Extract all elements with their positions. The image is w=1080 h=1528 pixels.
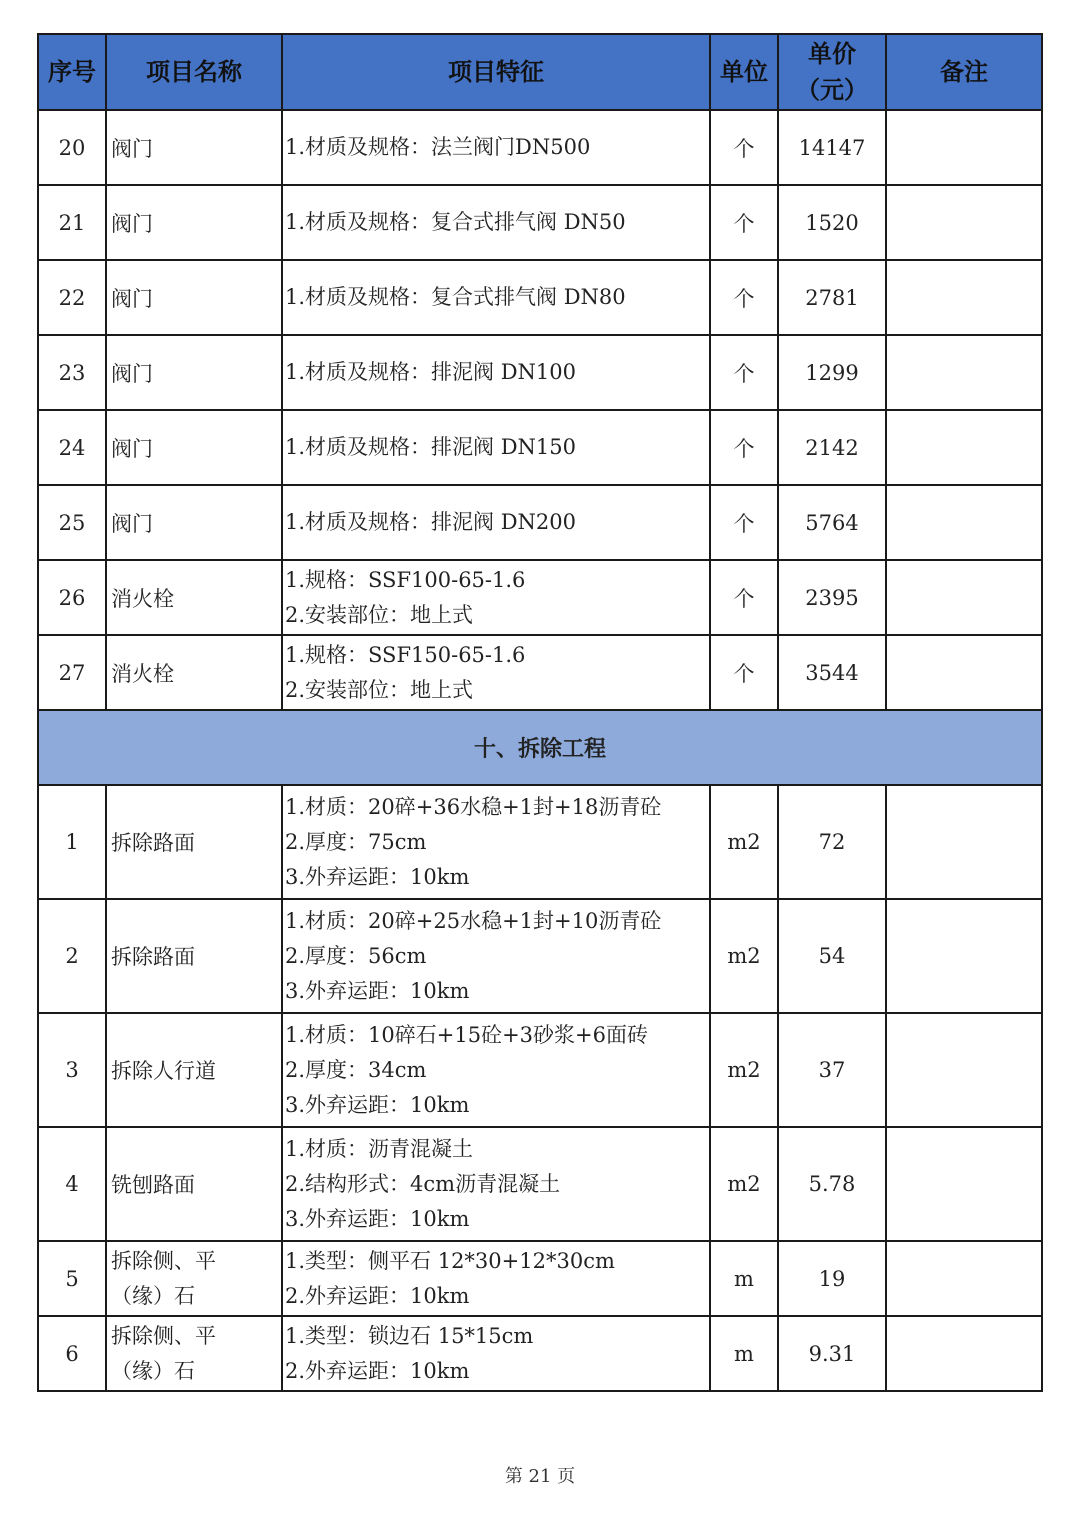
cell-price: 1299 [778, 335, 886, 410]
header-name: 项目名称 [106, 34, 282, 110]
table-row [38, 1127, 1042, 1241]
table-row [38, 185, 1042, 260]
feature-line: 1.规格：SSF150-65-1.6 [285, 642, 526, 667]
cell-remark [886, 560, 1042, 635]
cell-name: 阀门 [106, 185, 282, 260]
cell-feature [282, 110, 710, 185]
table-row [38, 1241, 1042, 1316]
cell-name: 拆除人行道 [106, 1013, 282, 1127]
table-row [38, 335, 1042, 410]
feature-line: 2.安装部位：地上式 [285, 677, 474, 702]
feature-line: 1.材质及规格：排泥阀 DN100 [285, 360, 577, 384]
cell-feature [282, 260, 710, 335]
cell-remark [886, 1316, 1042, 1391]
cell-unit: m [710, 1316, 778, 1391]
feature-line: 1.材质及规格：排泥阀 DN200 [285, 510, 577, 534]
feature-line: 1.类型：锁边石 15*15cm [285, 1323, 534, 1348]
header-unit: 单位 [710, 34, 778, 110]
cell-remark [886, 410, 1042, 485]
feature-line: 2.厚度：75cm [285, 829, 427, 854]
cell-unit: 个 [710, 560, 778, 635]
cell-price: 37 [778, 1013, 886, 1127]
cell-remark [886, 335, 1042, 410]
cell-name: 铣刨路面 [106, 1127, 282, 1241]
cell-no: 27 [38, 635, 106, 710]
cell-unit: m [710, 1241, 778, 1316]
cell-feature [282, 185, 710, 260]
cell-feature [282, 635, 710, 710]
table-row [38, 785, 1042, 899]
cell-no: 26 [38, 560, 106, 635]
cell-feature [282, 1013, 710, 1127]
name-line: （缘）石 [111, 1283, 195, 1308]
cell-unit: 个 [710, 260, 778, 335]
cell-no: 5 [38, 1241, 106, 1316]
cell-name [106, 1241, 282, 1316]
header-row [38, 34, 1042, 110]
feature-line: 1.类型：侧平石 12*30+12*30cm [285, 1248, 615, 1273]
table-row [38, 1316, 1042, 1391]
cell-name: 消火栓 [106, 635, 282, 710]
cell-feature [282, 1127, 710, 1241]
cell-feature [282, 335, 710, 410]
feature-line: 1.材质：沥青混凝土 [285, 1136, 474, 1161]
section-row [38, 710, 1042, 785]
name-line: 拆除侧、平 [111, 1323, 216, 1348]
feature-line: 3.外弃运距：10km [285, 864, 470, 889]
cell-remark [886, 1127, 1042, 1241]
name-line: （缘）石 [111, 1358, 195, 1383]
cell-price: 2395 [778, 560, 886, 635]
cell-no: 22 [38, 260, 106, 335]
cell-no: 25 [38, 485, 106, 560]
cell-name: 阀门 [106, 260, 282, 335]
header-no: 序号 [38, 34, 106, 110]
cell-no: 1 [38, 785, 106, 899]
cell-no: 3 [38, 1013, 106, 1127]
feature-line: 1.材质：20碎+25水稳+1封+10沥青砼 [285, 908, 662, 933]
cell-no: 6 [38, 1316, 106, 1391]
cell-remark [886, 1013, 1042, 1127]
cell-remark [886, 260, 1042, 335]
cell-name: 阀门 [106, 410, 282, 485]
feature-line: 1.材质及规格：复合式排气阀 DN50 [285, 210, 626, 234]
section-title: 十、拆除工程 [38, 710, 1042, 785]
cell-remark [886, 185, 1042, 260]
cell-feature [282, 485, 710, 560]
cell-no: 4 [38, 1127, 106, 1241]
cell-feature [282, 899, 710, 1013]
feature-line: 1.材质及规格：法兰阀门DN500 [285, 135, 591, 159]
cell-no: 23 [38, 335, 106, 410]
cell-name: 消火栓 [106, 560, 282, 635]
cell-no: 21 [38, 185, 106, 260]
table-row [38, 899, 1042, 1013]
cell-unit: 个 [710, 335, 778, 410]
feature-line: 3.外弃运距：10km [285, 1206, 470, 1231]
name-line: 拆除侧、平 [111, 1248, 216, 1273]
cell-unit: m2 [710, 1013, 778, 1127]
cell-unit: 个 [710, 185, 778, 260]
header-feature: 项目特征 [282, 34, 710, 110]
cell-no: 2 [38, 899, 106, 1013]
feature-line: 1.材质及规格：复合式排气阀 DN80 [285, 285, 626, 309]
cell-price: 9.31 [778, 1316, 886, 1391]
cell-name: 阀门 [106, 335, 282, 410]
cell-price: 2781 [778, 260, 886, 335]
cell-price: 1520 [778, 185, 886, 260]
cell-price: 54 [778, 899, 886, 1013]
cell-price: 3544 [778, 635, 886, 710]
cell-feature [282, 785, 710, 899]
feature-line: 3.外弃运距：10km [285, 978, 470, 1003]
cell-name [106, 1316, 282, 1391]
feature-line: 1.材质：20碎+36水稳+1封+18沥青砼 [285, 794, 662, 819]
feature-line: 2.外弃运距：10km [285, 1358, 470, 1383]
cell-remark [886, 635, 1042, 710]
cell-unit: 个 [710, 410, 778, 485]
cell-unit: 个 [710, 485, 778, 560]
cell-unit: m2 [710, 785, 778, 899]
table-row [38, 485, 1042, 560]
page-number: 第 21 页 [504, 1466, 576, 1487]
cell-price: 72 [778, 785, 886, 899]
cell-unit: 个 [710, 635, 778, 710]
cell-remark [886, 485, 1042, 560]
cell-remark [886, 785, 1042, 899]
cell-name: 阀门 [106, 485, 282, 560]
header-price [778, 34, 886, 110]
feature-line: 2.外弃运距：10km [285, 1283, 470, 1308]
feature-line: 2.厚度：56cm [285, 943, 427, 968]
cell-price: 19 [778, 1241, 886, 1316]
cell-feature [282, 410, 710, 485]
cell-unit: 个 [710, 110, 778, 185]
table-row [38, 110, 1042, 185]
feature-line: 2.安装部位：地上式 [285, 602, 474, 627]
cell-no: 24 [38, 410, 106, 485]
feature-line: 1.规格：SSF100-65-1.6 [285, 567, 526, 592]
feature-line: 3.外弃运距：10km [285, 1092, 470, 1117]
cell-no: 20 [38, 110, 106, 185]
cell-feature [282, 1241, 710, 1316]
cell-feature [282, 560, 710, 635]
header-price-line1: 单价 [808, 39, 856, 68]
cell-remark [886, 1241, 1042, 1316]
header-price-line2: （元） [796, 75, 868, 104]
table-row [38, 410, 1042, 485]
cell-name: 拆除路面 [106, 785, 282, 899]
bill-of-quantities-table [37, 33, 1043, 1392]
feature-line: 2.厚度：34cm [285, 1057, 427, 1082]
table-row [38, 635, 1042, 710]
cell-feature [282, 1316, 710, 1391]
cell-price: 5764 [778, 485, 886, 560]
cell-name: 阀门 [106, 110, 282, 185]
cell-unit: m2 [710, 1127, 778, 1241]
cell-unit: m2 [710, 899, 778, 1013]
table-row [38, 260, 1042, 335]
cell-price: 5.78 [778, 1127, 886, 1241]
cell-price: 14147 [778, 110, 886, 185]
feature-line: 1.材质：10碎石+15砼+3砂浆+6面砖 [285, 1022, 648, 1047]
cell-name: 拆除路面 [106, 899, 282, 1013]
cell-price: 2142 [778, 410, 886, 485]
table-row [38, 1013, 1042, 1127]
feature-line: 1.材质及规格：排泥阀 DN150 [285, 435, 577, 459]
cell-remark [886, 899, 1042, 1013]
cell-remark [886, 110, 1042, 185]
table-row [38, 560, 1042, 635]
feature-line: 2.结构形式：4cm沥青混凝土 [285, 1171, 561, 1196]
header-remark: 备注 [886, 34, 1042, 110]
